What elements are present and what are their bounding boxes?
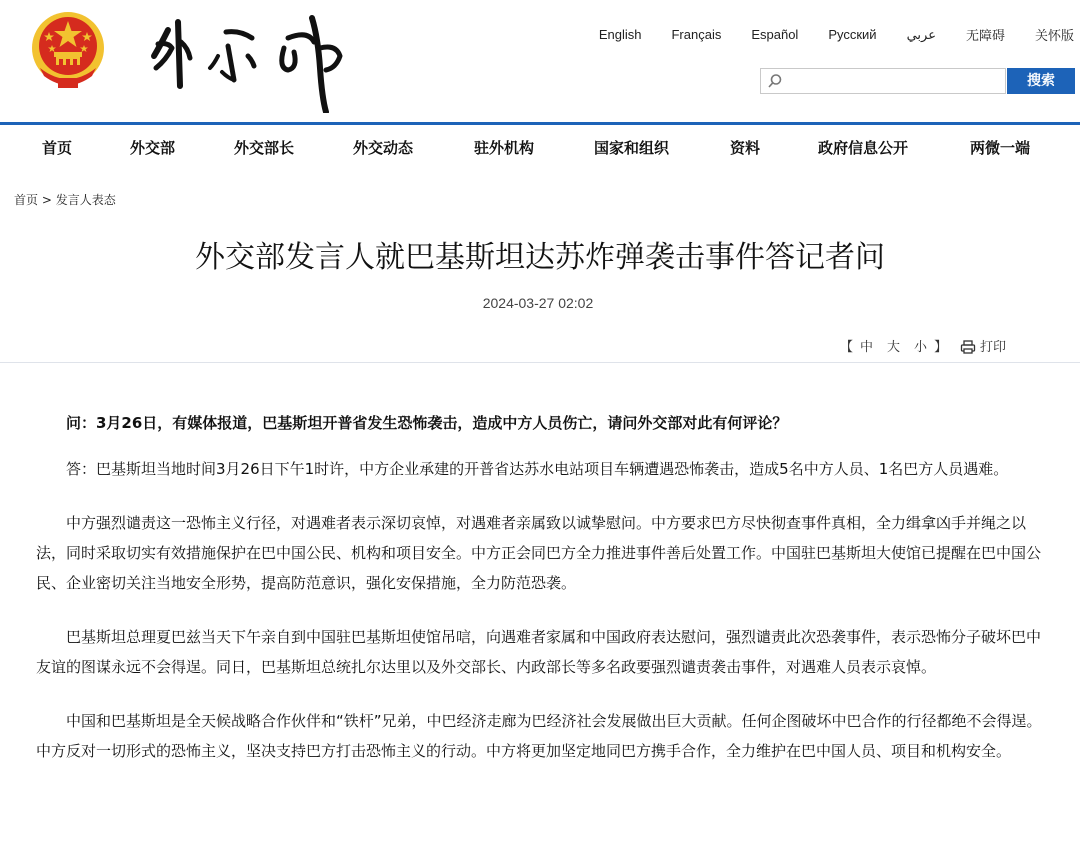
- article-paragraph: 答：巴基斯坦当地时间3月26日下午1时许，中方企业承建的开普省达苏水电站项目车辆遭遇恐怖袭击，造成5名中方人员、1名巴方人员遇难。: [66, 460, 1009, 478]
- font-size-large[interactable]: 中: [860, 340, 874, 355]
- breadcrumb: [14, 191, 116, 208]
- breadcrumb-home[interactable]: 首页: [14, 193, 39, 207]
- national-emblem-icon[interactable]: [30, 10, 106, 90]
- search-box: [760, 68, 1006, 94]
- lang-russian-link[interactable]: Русский: [828, 27, 877, 42]
- lang-arabic-link[interactable]: عربي: [906, 26, 936, 42]
- breadcrumb-current[interactable]: 发言人表态: [55, 193, 116, 207]
- article-date: 2024-03-27 02:02: [482, 295, 594, 311]
- printer-icon: [960, 340, 976, 354]
- search-button[interactable]: 搜索: [1007, 68, 1075, 94]
- font-size-bracket-open: 【: [840, 340, 854, 355]
- font-size-switcher: [840, 336, 947, 355]
- article-title: 外交部发言人就巴基斯坦达苏炸弹袭击事件答记者问: [195, 240, 885, 275]
- print-button[interactable]: [960, 336, 1006, 355]
- print-label: 打印: [980, 340, 1007, 355]
- font-size-bracket-close: 】: [934, 340, 948, 355]
- font-size-small[interactable]: 小: [914, 340, 928, 355]
- lang-english-link[interactable]: English: [598, 27, 642, 42]
- nav-missions[interactable]: 驻外机构: [474, 139, 535, 157]
- breadcrumb-separator: >: [38, 193, 56, 207]
- accessibility-link[interactable]: 无障碍: [965, 28, 1005, 43]
- elder-care-link[interactable]: 关怀版: [1034, 28, 1074, 43]
- nav-ministry[interactable]: 外交部: [130, 139, 176, 157]
- nav-gov-info[interactable]: 政府信息公开: [818, 139, 909, 157]
- search-input[interactable]: [787, 71, 1001, 93]
- font-size-medium[interactable]: 大: [887, 340, 901, 355]
- nav-news[interactable]: 外交动态: [353, 139, 414, 157]
- article-paragraph: 中方强烈谴责这一恐怖主义行径，对遇难者表示深切哀悼，对遇难者亲属致以诚挚慰问。中方要求巴方尽快彻查事件真相，全力缉拿凶手并绳之以法，同时采取切实有效措施保护在巴中国公民、机构和项目安全。中方正会同巴方全力推进事件善后处置工作。中国驻巴基斯坦大使馆已提醒在巴中国公民、企业密切关注当地安全形势，提高防范意识，强化安保措施，全力防范恐袭。: [36, 514, 1042, 592]
- lang-spanish-link[interactable]: Español: [751, 27, 799, 42]
- search-icon: [767, 73, 783, 89]
- nav-social-media[interactable]: 两微一端: [970, 139, 1031, 157]
- article-paragraph: 中国和巴基斯坦是全天候战略合作伙伴和“铁杆”兄弟，中巴经济走廊为巴经济社会发展做出巨大贡献。任何企图破坏中巴合作的行径都绝不会得逞。中方反对一切形式的恐怖主义，坚决支持巴方打击恐怖主义的行动。中方将更加坚定地同巴方携手合作，全力维护在巴中国人员、项目和机构安全。: [36, 712, 1042, 760]
- content-divider: [0, 362, 1080, 363]
- ministry-logo[interactable]: [148, 8, 348, 113]
- nav-home[interactable]: 首页: [42, 139, 73, 157]
- lang-french-link[interactable]: Français: [671, 27, 722, 42]
- main-nav: [0, 125, 1080, 170]
- nav-minister[interactable]: 外交部长: [234, 139, 295, 157]
- nav-resources[interactable]: 资料: [730, 139, 761, 157]
- nav-countries[interactable]: 国家和组织: [594, 139, 670, 157]
- article-body: [36, 408, 1046, 790]
- article-question: 问：3月26日，有媒体报道，巴基斯坦开普省发生恐怖袭击，造成中方人员伤亡，请问外交部对此有何评论？: [66, 414, 788, 432]
- article-paragraph: 巴基斯坦总理夏巴兹当天下午亲自到中国驻巴基斯坦使馆吊唁，向遇难者家属和中国政府表达慰问，强烈谴责此次恐袭事件，表示恐怖分子破坏巴中友谊的图谋永远不会得逞。同日，巴基斯坦总统扎尔达里以及外交部长、内政部长等多名政要强烈谴责袭击事件，对遇难人员表示哀悼。: [36, 628, 1042, 676]
- language-bar: [569, 25, 1074, 44]
